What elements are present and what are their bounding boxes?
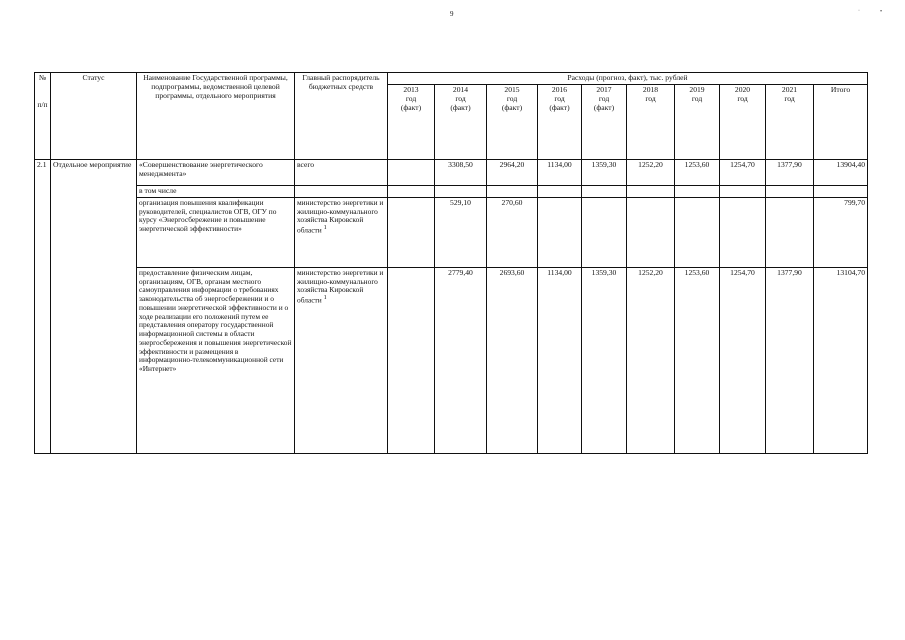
col-header-num xyxy=(35,73,51,160)
page-number: 9 xyxy=(450,10,454,18)
measure-executor: всего xyxy=(295,160,388,186)
value-2015: 2693,60 xyxy=(487,268,538,454)
table-row-information xyxy=(35,268,868,454)
value-2019 xyxy=(675,198,720,268)
value-2017 xyxy=(582,198,627,268)
value-total: 13904,40 xyxy=(814,160,868,186)
table-row-training xyxy=(35,198,868,268)
value-2013 xyxy=(388,160,435,186)
table-row-measure xyxy=(35,160,868,186)
table-row-including xyxy=(35,186,868,198)
value-2016: 1134,00 xyxy=(538,160,582,186)
col-header-name: Наименование Государственной программы, подпрограммы, ведомственной целевой программы, отдельного мероприятия xyxy=(137,73,295,160)
value-2013 xyxy=(388,198,435,268)
value-2015: 270,60 xyxy=(487,198,538,268)
num-subtitle: п/п xyxy=(37,99,48,109)
value-2019: 1253,60 xyxy=(675,268,720,454)
training-executor: министерство энергетики и жилищно-коммунального хозяйства Кировской области $^1$ xyxy=(295,198,388,268)
col-header-total: Итого xyxy=(814,84,868,159)
value-2021: 1377,90 xyxy=(766,160,814,186)
value-2020: 1254,70 xyxy=(720,160,766,186)
value-2017: 1359,30 xyxy=(582,160,627,186)
value-2013 xyxy=(388,268,435,454)
col-header-year-2016: 2016 год (факт) xyxy=(538,84,582,159)
col-header-year-2015: 2015 год (факт) xyxy=(487,84,538,159)
measure-name: «Совершенствование энергетического менеджмента» xyxy=(137,160,295,186)
value-2018: 1252,20 xyxy=(627,160,675,186)
value-2016: 1134,00 xyxy=(538,268,582,454)
value-2015: 2964,20 xyxy=(487,160,538,186)
col-header-year-2014: 2014 год (факт) xyxy=(435,84,487,159)
value-2014: 529,10 xyxy=(435,198,487,268)
footnote-mark: 1 xyxy=(323,225,327,232)
value-2021 xyxy=(766,198,814,268)
value-total: 799,70 xyxy=(814,198,868,268)
value-2021: 1377,90 xyxy=(766,268,814,454)
scan-speck: · xyxy=(858,8,860,14)
col-header-year-2013: 2013 год (факт) xyxy=(388,84,435,159)
including-label: в том числе xyxy=(137,186,295,198)
col-header-status: Статус xyxy=(51,73,137,160)
value-2020: 1254,70 xyxy=(720,268,766,454)
budget-table xyxy=(34,72,868,454)
information-executor: министерство энергетики и жилищно-коммунального хозяйства Кировской области $^1$ xyxy=(295,268,388,454)
footnote-mark: 1 xyxy=(323,295,327,302)
value-2018 xyxy=(627,198,675,268)
value-2017: 1359,30 xyxy=(582,268,627,454)
row-number: 2.1 xyxy=(35,160,51,454)
num-sign: № xyxy=(38,73,47,82)
row-status: Отдельное мероприятие xyxy=(51,160,137,454)
col-header-year-2017: 2017 год (факт) xyxy=(582,84,627,159)
col-header-year-2019: 2019 год xyxy=(675,84,720,159)
value-total: 13104,70 xyxy=(814,268,868,454)
col-header-executor: Главный распорядитель бюджетных средств xyxy=(295,73,388,160)
value-2020 xyxy=(720,198,766,268)
col-header-year-2021: 2021 год xyxy=(766,84,814,159)
col-header-year-2020: 2020 год xyxy=(720,84,766,159)
value-2014: 2779,40 xyxy=(435,268,487,454)
value-2016 xyxy=(538,198,582,268)
value-2019: 1253,60 xyxy=(675,160,720,186)
value-2014: 3308,50 xyxy=(435,160,487,186)
header-row-top xyxy=(35,73,868,85)
training-name: организация повышения квалификации руководителей, специалистов ОГВ, ОГУ по курсу «Энергосбережение и повышение энергетической эффективности» xyxy=(137,198,295,268)
col-header-expenses: Расходы (прогноз, факт), тыс. рублей xyxy=(388,73,868,85)
value-2018: 1252,20 xyxy=(627,268,675,454)
information-name: предоставление физическим лицам, организациям, ОГВ, органам местного самоуправления информации о требованиях законодательства об энергосбережении и о повышении энергетической эффективности и о ходе реализации его положений путем ее представления оператору государственной информационной системы в области энергосбережения и повышения энергетической эффективности и размещения в информационно-телекоммуникационной сети «Интернет» xyxy=(137,268,295,454)
scan-speck: • xyxy=(880,9,883,15)
col-header-year-2018: 2018 год xyxy=(627,84,675,159)
